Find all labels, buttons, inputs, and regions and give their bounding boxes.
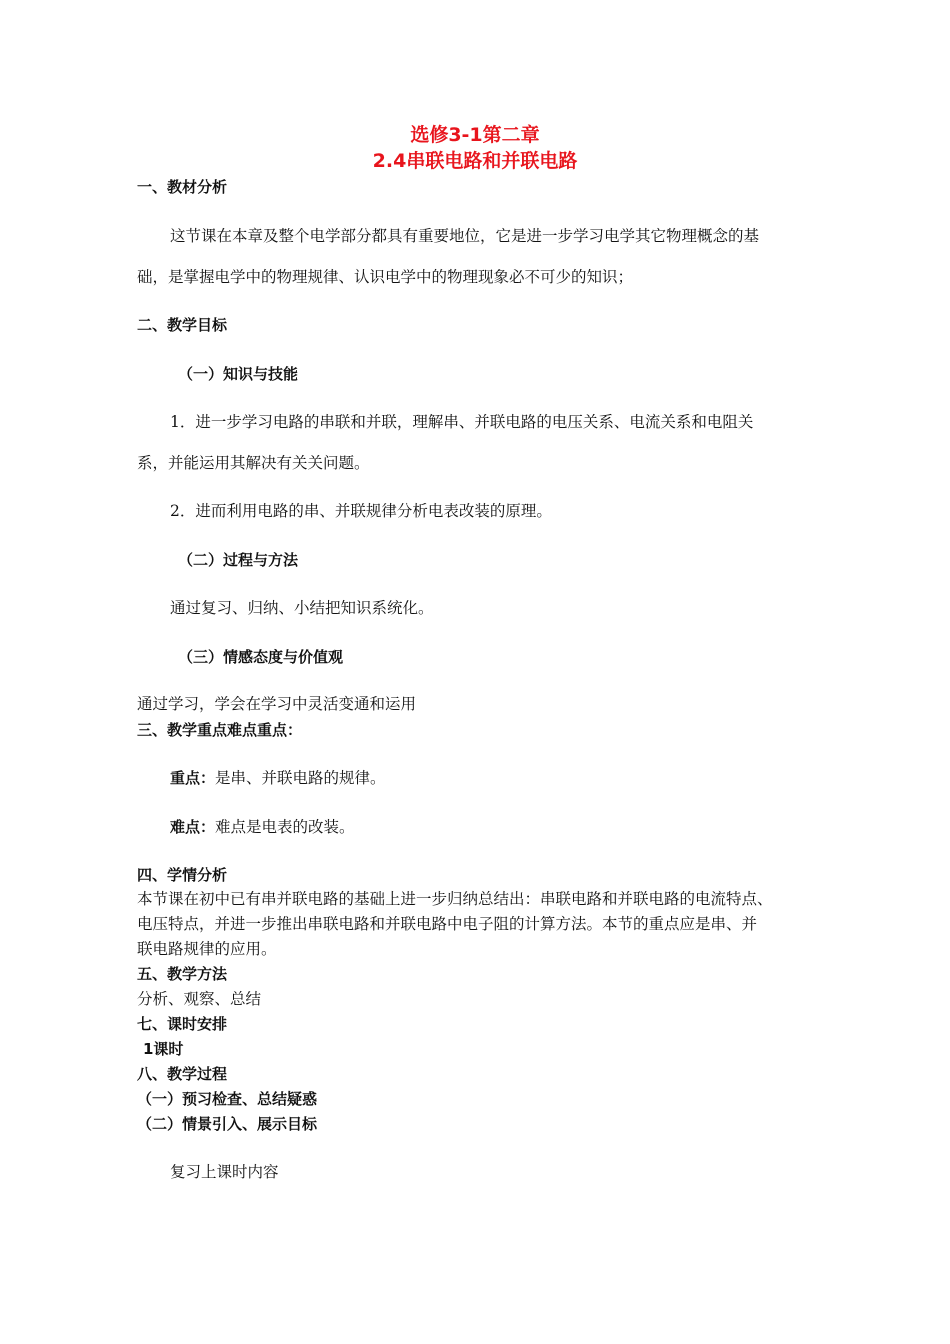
section-heading-8: 八、教学过程	[137, 1065, 228, 1083]
item-1-line-2: 系，并能运用其解决有关关问题。	[137, 454, 370, 472]
item-2: 2．进而利用电路的串、并联规律分析电表改装的原理。	[170, 502, 552, 520]
page-subtitle: 2.4串联电路和并联电路	[372, 150, 578, 172]
analysis-line-2: 电压特点，并进一步推出串联电路和并联电路中电子阻的计算方法。本节的重点应是串、并	[137, 915, 758, 933]
schedule-text: 1课时	[143, 1040, 184, 1058]
key-point	[170, 768, 386, 788]
page-title: 选修3-1第二章	[410, 124, 540, 146]
attitude-text: 通过学习，学会在学习中灵活变通和运用	[137, 695, 417, 713]
difficult-point	[170, 817, 355, 837]
process-step-2: （二）情景引入、展示目标	[137, 1115, 318, 1133]
difficult-point-label: 难点：	[170, 818, 216, 836]
analysis-line-3: 联电路规律的应用。	[137, 940, 277, 958]
difficult-point-text: 难点是电表的改装。	[215, 818, 355, 836]
process-text: 通过复习、归纳、小结把知识系统化。	[170, 599, 434, 617]
section-heading-1: 一、教材分析	[137, 178, 228, 196]
analysis-line-1: 本节课在初中已有串并联电路的基础上进一步归纳总结出：串联电路和并联电路的电流特点、	[137, 890, 773, 908]
paragraph-1-line-1: 这节课在本章及整个电学部分都具有重要地位，它是进一步学习电学其它物理概念的基	[170, 227, 760, 245]
subheading-knowledge: （一）知识与技能	[178, 365, 299, 383]
method-text: 分析、观察、总结	[137, 990, 262, 1008]
paragraph-1-line-2: 础，是掌握电学中的物理规律、认识电学中的物理现象必不可少的知识；	[137, 268, 634, 286]
section-heading-7: 七、课时安排	[137, 1015, 228, 1033]
process-step-1: （一）预习检查、总结疑惑	[137, 1090, 318, 1108]
subheading-attitude: （三）情感态度与价值观	[178, 648, 344, 666]
key-point-text: 是串、并联电路的规律。	[215, 769, 386, 787]
section-heading-2: 二、教学目标	[137, 316, 228, 334]
section-heading-4: 四、学情分析	[137, 866, 228, 884]
key-point-label: 重点：	[170, 769, 216, 787]
section-heading-5: 五、教学方法	[137, 965, 228, 983]
item-1-line-1: 1．进一步学习电路的串联和并联，理解串、并联电路的电压关系、电流关系和电阻关	[170, 413, 754, 431]
review-text: 复习上课时内容	[170, 1163, 279, 1181]
section-heading-3: 三、教学重点难点重点：	[137, 721, 303, 739]
subheading-process: （二）过程与方法	[178, 551, 299, 569]
